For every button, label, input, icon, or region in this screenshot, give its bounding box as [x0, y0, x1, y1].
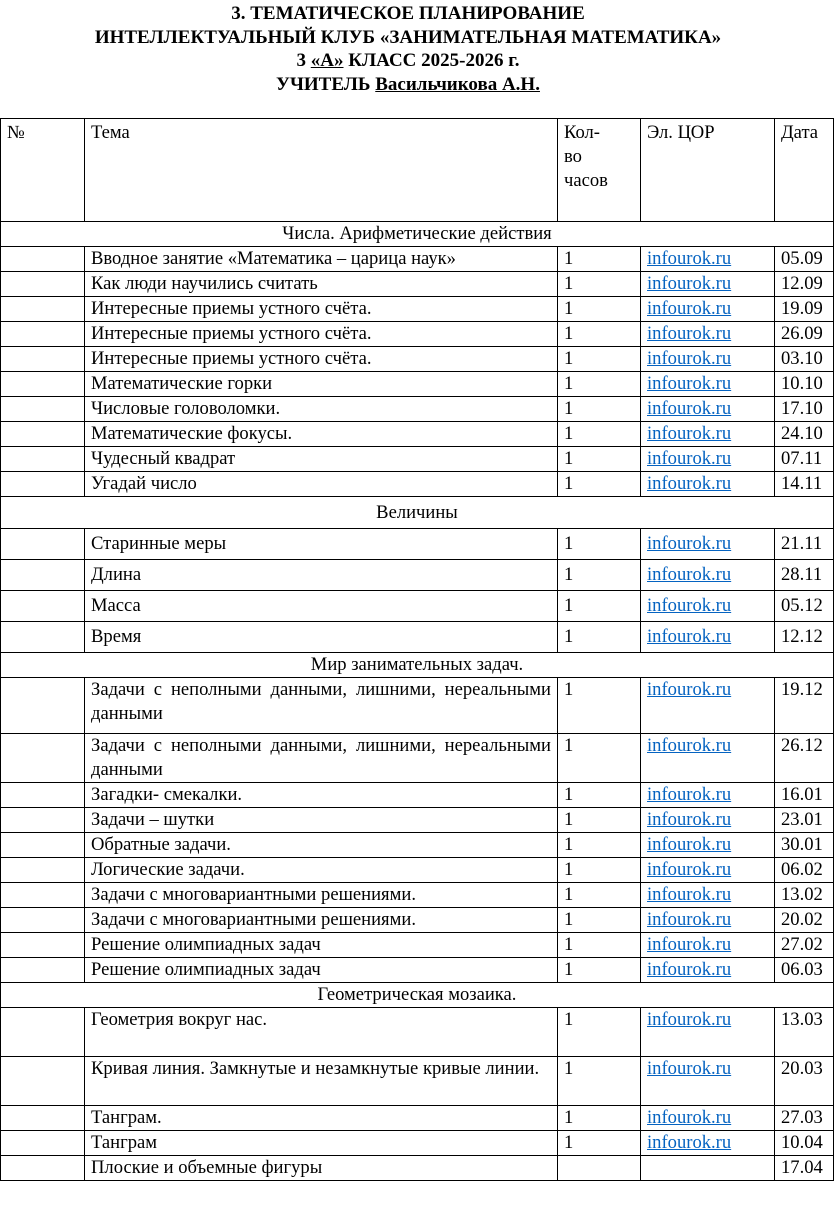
table-row [1, 297, 834, 322]
row-topic: Масса [85, 591, 558, 622]
document-header [0, 0, 816, 96]
class-letter: «А» [310, 50, 344, 71]
row-cor-link[interactable]: infourok.ru [647, 959, 732, 980]
row-cor-cell [641, 472, 775, 497]
row-cor-link[interactable]: infourok.ru [647, 934, 732, 955]
hours-header-line-2: во [564, 146, 582, 167]
row-topic: Обратные задачи. [85, 833, 558, 858]
table-row [1, 372, 834, 397]
row-cor-cell [641, 1057, 775, 1106]
row-hours: 1 [558, 472, 641, 497]
planning-table [0, 118, 834, 1181]
table-row [1, 678, 834, 734]
row-cor-cell [641, 591, 775, 622]
row-cor-link[interactable]: infourok.ru [647, 298, 732, 319]
row-topic: Вводное занятие «Математика – царица наук» [85, 247, 558, 272]
row-hours: 1 [558, 734, 641, 783]
row-number-cell [1, 322, 85, 347]
row-number-cell [1, 1008, 85, 1057]
row-date: 05.09 [775, 247, 834, 272]
row-hours: 1 [558, 247, 641, 272]
row-date: 27.03 [775, 1106, 834, 1131]
row-number-cell [1, 958, 85, 983]
row-number-cell [1, 833, 85, 858]
row-topic: Интересные приемы устного счёта. [85, 297, 558, 322]
section-title: Числа. Арифметические действия [1, 222, 834, 247]
row-cor-link[interactable]: infourok.ru [647, 884, 732, 905]
row-hours: 1 [558, 297, 641, 322]
table-row [1, 322, 834, 347]
table-row [1, 247, 834, 272]
section-row [1, 497, 834, 529]
row-hours: 1 [558, 529, 641, 560]
row-date: 06.02 [775, 858, 834, 883]
row-cor-link[interactable]: infourok.ru [647, 564, 732, 585]
row-date: 28.11 [775, 560, 834, 591]
row-hours: 1 [558, 447, 641, 472]
row-number-cell [1, 347, 85, 372]
row-hours: 1 [558, 808, 641, 833]
row-cor-link[interactable]: infourok.ru [647, 859, 732, 880]
row-cor-link[interactable]: infourok.ru [647, 423, 732, 444]
col-header-topic: Тема [85, 119, 558, 222]
row-topic: Угадай число [85, 472, 558, 497]
col-header-cor: Эл. ЦОР [641, 119, 775, 222]
table-row [1, 591, 834, 622]
row-number-cell [1, 933, 85, 958]
table-row [1, 833, 834, 858]
col-header-hours [558, 119, 641, 222]
hours-header-line-3: часов [564, 170, 608, 191]
row-topic: Решение олимпиадных задач [85, 958, 558, 983]
teacher-label: УЧИТЕЛЬ [276, 73, 376, 95]
row-topic: Числовые головоломки. [85, 397, 558, 422]
row-topic: Задачи – шутки [85, 808, 558, 833]
teacher-name: Васильчикова А.Н. [375, 73, 540, 95]
row-number-cell [1, 858, 85, 883]
row-number-cell [1, 529, 85, 560]
row-cor-link[interactable]: infourok.ru [647, 1009, 732, 1030]
row-date: 17.04 [775, 1156, 834, 1181]
row-date: 27.02 [775, 933, 834, 958]
row-topic: Старинные меры [85, 529, 558, 560]
row-number-cell [1, 591, 85, 622]
section-title: Величины [1, 497, 834, 529]
row-cor-link[interactable]: infourok.ru [647, 473, 732, 494]
row-number-cell [1, 372, 85, 397]
row-cor-link[interactable]: infourok.ru [647, 398, 732, 419]
row-hours: 1 [558, 933, 641, 958]
row-cor-cell [641, 1106, 775, 1131]
row-topic: Логические задачи. [85, 858, 558, 883]
row-number-cell [1, 560, 85, 591]
row-date: 24.10 [775, 422, 834, 447]
row-topic: Как люди научились считать [85, 272, 558, 297]
table-row [1, 1156, 834, 1181]
row-number-cell [1, 422, 85, 447]
row-topic: Геометрия вокруг нас. [85, 1008, 558, 1057]
row-date: 20.02 [775, 908, 834, 933]
row-cor-link[interactable]: infourok.ru [647, 448, 732, 469]
row-date: 26.12 [775, 734, 834, 783]
row-topic: Интересные приемы устного счёта. [85, 322, 558, 347]
row-number-cell [1, 472, 85, 497]
row-cor-cell [641, 1156, 775, 1181]
row-cor-link[interactable]: infourok.ru [647, 533, 732, 554]
header-line-4 [0, 73, 816, 97]
table-row [1, 272, 834, 297]
table-row [1, 1131, 834, 1156]
row-hours: 1 [558, 883, 641, 908]
row-cor-cell [641, 422, 775, 447]
table-row [1, 908, 834, 933]
row-date: 23.01 [775, 808, 834, 833]
table-row [1, 1106, 834, 1131]
row-number-cell [1, 734, 85, 783]
row-cor-cell [641, 883, 775, 908]
row-date: 19.09 [775, 297, 834, 322]
row-cor-link[interactable]: infourok.ru [647, 273, 732, 294]
row-topic: Интересные приемы устного счёта. [85, 347, 558, 372]
section-title: Геометрическая мозаика. [1, 983, 834, 1008]
row-hours: 1 [558, 560, 641, 591]
row-cor-cell [641, 560, 775, 591]
table-row [1, 397, 834, 422]
table-row [1, 734, 834, 783]
col-header-number: № [1, 119, 85, 222]
row-hours: 1 [558, 322, 641, 347]
table-row [1, 447, 834, 472]
row-cor-cell [641, 908, 775, 933]
row-cor-cell [641, 858, 775, 883]
row-cor-link[interactable]: infourok.ru [647, 348, 732, 369]
row-topic: Танграм [85, 1131, 558, 1156]
row-hours: 1 [558, 422, 641, 447]
table-row [1, 858, 834, 883]
row-date: 13.02 [775, 883, 834, 908]
table-row [1, 933, 834, 958]
table-row [1, 1008, 834, 1057]
row-number-cell [1, 908, 85, 933]
row-cor-cell [641, 322, 775, 347]
table-row [1, 529, 834, 560]
row-cor-cell [641, 272, 775, 297]
row-date: 07.11 [775, 447, 834, 472]
row-topic: Математические фокусы. [85, 422, 558, 447]
row-hours: 1 [558, 272, 641, 297]
section-row [1, 222, 834, 247]
row-cor-cell [641, 808, 775, 833]
row-hours: 1 [558, 833, 641, 858]
row-cor-cell [641, 372, 775, 397]
row-cor-link[interactable]: infourok.ru [647, 834, 732, 855]
row-number-cell [1, 1106, 85, 1131]
row-date: 13.03 [775, 1008, 834, 1057]
row-hours: 1 [558, 622, 641, 653]
row-date: 30.01 [775, 833, 834, 858]
row-hours: 1 [558, 958, 641, 983]
row-number-cell [1, 247, 85, 272]
header-line-3 [0, 49, 816, 73]
row-topic: Математические горки [85, 372, 558, 397]
row-topic: Кривая линия. Замкнутые и незамкнутые кривые линии. [85, 1057, 558, 1106]
row-date: 26.09 [775, 322, 834, 347]
row-number-cell [1, 808, 85, 833]
header-line-2: ИНТЕЛЛЕКТУАЛЬНЫЙ КЛУБ «ЗАНИМАТЕЛЬНАЯ МАТЕМАТИКА» [94, 26, 722, 48]
row-number-cell [1, 883, 85, 908]
row-date: 19.12 [775, 678, 834, 734]
row-date: 05.12 [775, 591, 834, 622]
row-cor-cell [641, 933, 775, 958]
table-row [1, 347, 834, 372]
row-cor-cell [641, 1008, 775, 1057]
row-cor-link[interactable]: infourok.ru [647, 1107, 732, 1128]
row-cor-link[interactable]: infourok.ru [647, 595, 732, 616]
row-hours: 1 [558, 1008, 641, 1057]
row-number-cell [1, 1131, 85, 1156]
row-date: 14.11 [775, 472, 834, 497]
row-date: 03.10 [775, 347, 834, 372]
row-cor-link[interactable]: infourok.ru [647, 323, 732, 344]
col-header-date: Дата [775, 119, 834, 222]
row-topic: Задачи с неполными данными, лишними, нереальными данными [85, 734, 558, 783]
row-date: 16.01 [775, 783, 834, 808]
row-number-cell [1, 397, 85, 422]
row-date: 17.10 [775, 397, 834, 422]
row-topic: Плоские и объемные фигуры [85, 1156, 558, 1181]
section-title: Мир занимательных задач. [1, 653, 834, 678]
row-cor-link[interactable]: infourok.ru [647, 1058, 732, 1079]
row-hours: 1 [558, 1131, 641, 1156]
table-row [1, 808, 834, 833]
row-date: 12.09 [775, 272, 834, 297]
row-number-cell [1, 272, 85, 297]
row-topic: Время [85, 622, 558, 653]
grade-prefix: 3 [296, 50, 311, 71]
row-hours [558, 1156, 641, 1181]
row-cor-cell [641, 833, 775, 858]
hours-header-line-1: Кол- [564, 122, 600, 143]
row-hours: 1 [558, 1106, 641, 1131]
row-hours: 1 [558, 372, 641, 397]
row-number-cell [1, 447, 85, 472]
table-row [1, 1057, 834, 1106]
table-row [1, 622, 834, 653]
row-cor-cell [641, 447, 775, 472]
row-date: 20.03 [775, 1057, 834, 1106]
row-hours: 1 [558, 1057, 641, 1106]
row-cor-cell [641, 247, 775, 272]
row-cor-link[interactable]: infourok.ru [647, 679, 732, 700]
row-number-cell [1, 783, 85, 808]
table-header-row [1, 119, 834, 222]
row-hours: 1 [558, 591, 641, 622]
row-date: 10.10 [775, 372, 834, 397]
row-topic: Длина [85, 560, 558, 591]
row-cor-link[interactable]: infourok.ru [647, 735, 732, 756]
planning-table-body [1, 119, 834, 1181]
row-cor-link[interactable]: infourok.ru [647, 1132, 732, 1153]
row-cor-cell [641, 397, 775, 422]
row-date: 06.03 [775, 958, 834, 983]
row-cor-cell [641, 622, 775, 653]
row-topic: Решение олимпиадных задач [85, 933, 558, 958]
row-topic: Чудесный квадрат [85, 447, 558, 472]
row-cor-cell [641, 734, 775, 783]
row-cor-cell [641, 529, 775, 560]
row-topic: Задачи с многовариантными решениями. [85, 883, 558, 908]
row-cor-cell [641, 783, 775, 808]
row-hours: 1 [558, 908, 641, 933]
row-cor-cell [641, 297, 775, 322]
row-hours: 1 [558, 347, 641, 372]
row-hours: 1 [558, 678, 641, 734]
row-date: 10.04 [775, 1131, 834, 1156]
row-cor-link[interactable]: infourok.ru [647, 784, 732, 805]
row-topic: Задачи с неполными данными, лишними, нереальными данными [85, 678, 558, 734]
row-hours: 1 [558, 783, 641, 808]
row-topic: Задачи с многовариантными решениями. [85, 908, 558, 933]
row-cor-link[interactable]: infourok.ru [647, 248, 732, 269]
header-line-1: 3. ТЕМАТИЧЕСКОЕ ПЛАНИРОВАНИЕ [231, 3, 585, 24]
section-row [1, 983, 834, 1008]
row-cor-cell [641, 958, 775, 983]
table-row [1, 783, 834, 808]
table-row [1, 958, 834, 983]
row-date: 21.11 [775, 529, 834, 560]
row-number-cell [1, 297, 85, 322]
grade-suffix: КЛАСС 2025-2026 г. [343, 50, 520, 71]
table-row [1, 883, 834, 908]
row-cor-cell [641, 1131, 775, 1156]
table-row [1, 560, 834, 591]
row-hours: 1 [558, 397, 641, 422]
row-cor-cell [641, 678, 775, 734]
row-topic: Танграм. [85, 1106, 558, 1131]
row-cor-cell [641, 347, 775, 372]
row-hours: 1 [558, 858, 641, 883]
row-cor-link[interactable]: infourok.ru [647, 809, 732, 830]
row-cor-link[interactable]: infourok.ru [647, 626, 732, 647]
row-number-cell [1, 678, 85, 734]
table-row [1, 472, 834, 497]
row-number-cell [1, 622, 85, 653]
row-date: 12.12 [775, 622, 834, 653]
row-cor-link[interactable]: infourok.ru [647, 373, 732, 394]
row-number-cell [1, 1156, 85, 1181]
row-topic: Загадки- смекалки. [85, 783, 558, 808]
table-row [1, 422, 834, 447]
row-cor-link[interactable]: infourok.ru [647, 909, 732, 930]
row-number-cell [1, 1057, 85, 1106]
section-row [1, 653, 834, 678]
